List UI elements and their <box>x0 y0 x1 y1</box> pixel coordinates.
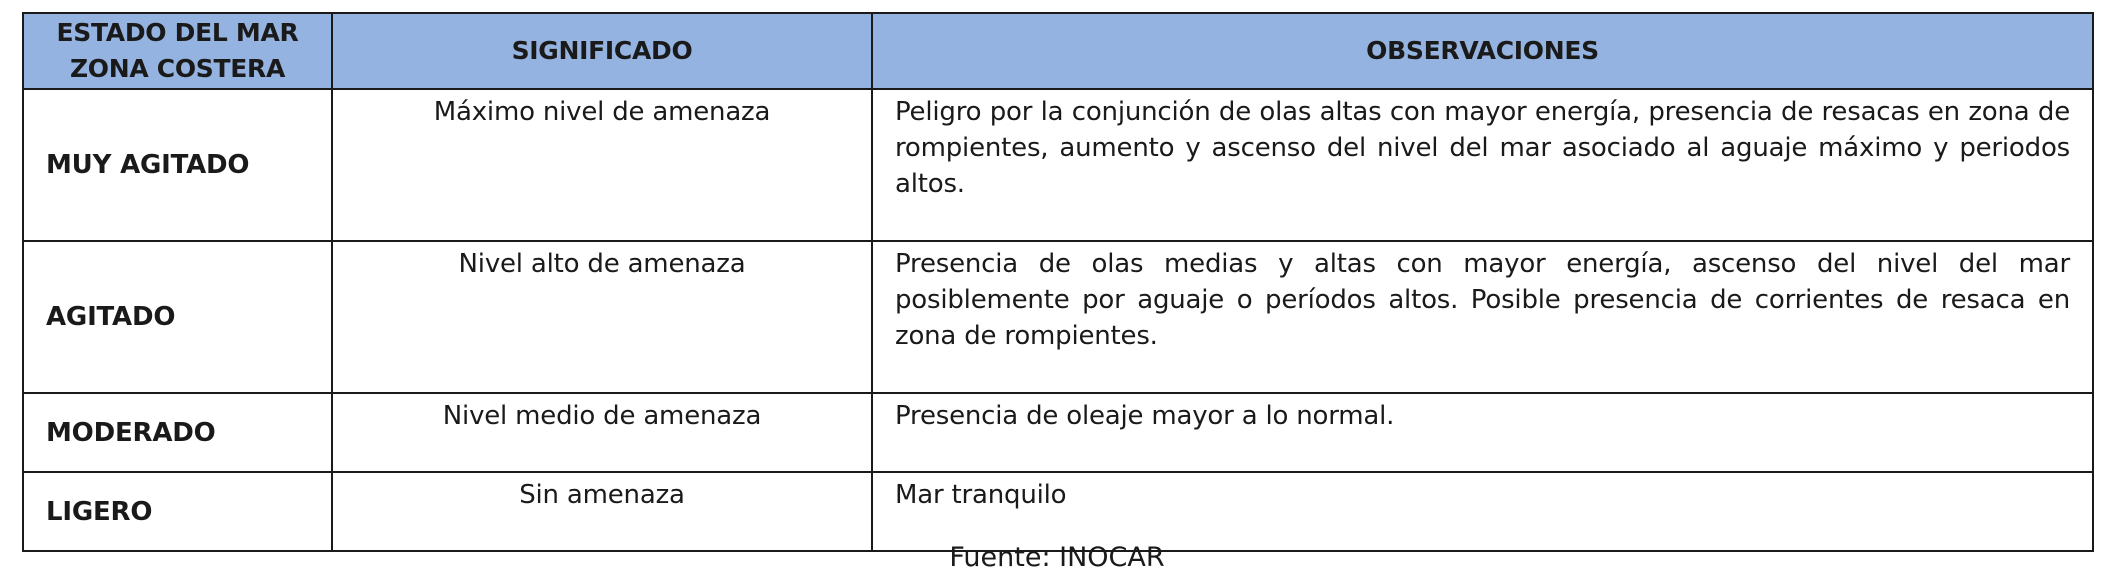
table-row <box>23 393 2093 472</box>
cell-estado: AGITADO <box>23 241 332 393</box>
table-row <box>23 89 2093 241</box>
cell-observaciones: Peligro por la conjunción de olas altas con mayor energía, presencia de resacas en zona de rompientes, aumento y ascenso del nivel del mar asociado al aguaje máximo y periodos altos. <box>872 89 2093 241</box>
table-header-row <box>23 13 2093 89</box>
header-estado <box>23 13 332 89</box>
header-estado-line2: ZONA COSTERA <box>69 54 286 83</box>
header-significado: SIGNIFICADO <box>332 13 872 89</box>
cell-estado: MUY AGITADO <box>23 89 332 241</box>
header-estado-line1: ESTADO DEL MAR <box>56 18 299 47</box>
table-row <box>23 241 2093 393</box>
cell-significado: Nivel medio de amenaza <box>332 393 872 472</box>
source-caption: Fuente: INOCAR <box>949 542 1165 573</box>
cell-significado: Sin amenaza <box>332 472 872 551</box>
cell-observaciones: Presencia de oleaje mayor a lo normal. <box>872 393 2093 472</box>
sea-state-table-container <box>22 12 2092 552</box>
cell-observaciones: Mar tranquilo <box>872 472 2093 551</box>
cell-significado: Nivel alto de amenaza <box>332 241 872 393</box>
cell-estado: MODERADO <box>23 393 332 472</box>
cell-estado: LIGERO <box>23 472 332 551</box>
sea-state-table <box>22 12 2094 552</box>
cell-significado: Máximo nivel de amenaza <box>332 89 872 241</box>
header-observaciones: OBSERVACIONES <box>872 13 2093 89</box>
cell-observaciones: Presencia de olas medias y altas con mayor energía, ascenso del nivel del mar posiblemente por aguaje o períodos altos. Posible presencia de corrientes de resaca en zona de rompientes. <box>872 241 2093 393</box>
